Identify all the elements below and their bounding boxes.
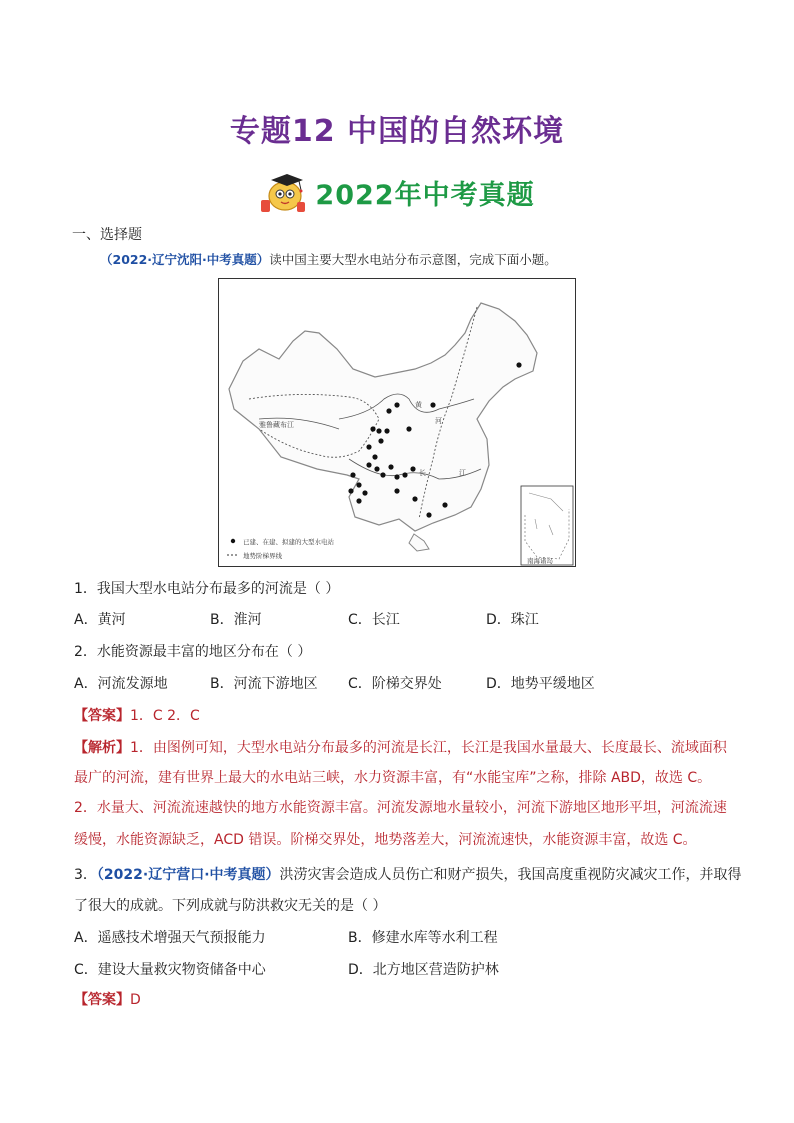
question-1-option-a: A．黄河 (74, 612, 126, 628)
station-dot (516, 362, 521, 367)
question-2-option-c: C．阶梯交界处 (348, 676, 442, 692)
station-dot (442, 502, 447, 507)
analysis-label: 【解析】 (74, 740, 130, 756)
hainan-island (409, 534, 429, 551)
station-dot (376, 428, 381, 433)
question-3-number: 3． (74, 867, 97, 883)
page-title: 专题12 中国的自然环境 (229, 114, 565, 149)
inset-label: 南海诸岛 (527, 557, 553, 565)
subtitle-banner (0, 170, 794, 218)
question-1-stem: 1．我国大型水电站分布最多的河流是（ ） (74, 581, 340, 597)
analysis-line-3: 2．水量大、河流流速越快的地方水能资源丰富。河流发源地水量较小，河流下游地区地形平坦，河流流速 (74, 800, 727, 816)
analysis-text-1: 1．由图例可知，大型水电站分布最多的河流是长江，长江是我国水量最大、长度最长、流域面积 (130, 740, 727, 756)
question-intro (100, 250, 760, 270)
intro-text: 读中国主要大型水电站分布示意图，完成下面小题。 (269, 252, 557, 267)
legend-dot-icon (231, 539, 235, 543)
analysis-line-2: 最广的河流，建有世界上最大的水电站三峡，水力资源丰富，有“水能宝库”之称，排除 ABD，故选 C。 (74, 770, 712, 786)
station-dot (394, 402, 399, 407)
china-map-figure (219, 279, 575, 566)
question-2-option-b: B．河流下游地区 (210, 676, 318, 692)
station-dot (410, 466, 415, 471)
station-dot (350, 472, 355, 477)
answer-label: 【答案】 (74, 708, 130, 724)
question-1-option-b: B．淮河 (210, 612, 262, 628)
station-dot (378, 438, 383, 443)
answer-block-3 (74, 990, 734, 1010)
mascot-icon (259, 170, 307, 214)
station-dot (402, 472, 407, 477)
station-dot (380, 472, 385, 477)
station-dot (370, 426, 375, 431)
question-3-option-a: A．遥感技术增强天气预报能力 (74, 930, 266, 946)
question-3-stem-line-2: 了很大的成就。下列成就与防洪救灾无关的是（ ） (74, 898, 387, 914)
question-3-source: （2022·辽宁营口·中考真题） (96, 867, 280, 883)
analysis-line-4: 缓慢，水能资源缺乏，ACD 错误。阶梯交界处，地势落差大，河流流速快，水能资源丰富，故选 C。 (74, 832, 697, 848)
station-dot (394, 488, 399, 493)
station-dot (388, 464, 393, 469)
intro-source: （2022·辽宁沈阳·中考真题） (100, 252, 270, 267)
river-label-he: 河 (435, 417, 442, 425)
station-dot (366, 462, 371, 467)
station-dot (372, 454, 377, 459)
station-dot (348, 488, 353, 493)
hydropower-map (218, 278, 576, 567)
subtitle: 2022年中考真题 (315, 179, 535, 211)
answer-block-1 (74, 706, 734, 726)
station-dot (356, 482, 361, 487)
station-dot (384, 428, 389, 433)
analysis-line-1 (74, 738, 734, 758)
question-3-stem-line-1 (74, 865, 742, 885)
station-dot (374, 466, 379, 471)
station-dot (386, 408, 391, 413)
station-dot (362, 490, 367, 495)
question-3-stem-text-1: 洪涝灾害会造成人员伤亡和财产损失，我国高度重视防灾减灾工作，并取得 (279, 867, 742, 883)
answer-text: 1．C 2．C (130, 708, 200, 724)
question-2-stem: 2．水能资源最丰富的地区分布在（ ） (74, 644, 312, 660)
question-2-option-d: D．地势平缓地区 (486, 676, 595, 692)
section-heading: 一、选择题 (72, 227, 142, 243)
station-dot (430, 402, 435, 407)
question-1-option-d: D．珠江 (486, 612, 539, 628)
river-label-jiang: 江 (459, 469, 466, 477)
answer-3-label: 【答案】 (74, 992, 130, 1008)
question-3-option-c: C．建设大量救灾物资储备中心 (74, 962, 266, 978)
legend-line-text: 地势阶梯界线 (243, 552, 282, 560)
answer-3-text: D (130, 992, 141, 1008)
river-label-chang: 长 (419, 469, 426, 477)
station-dot (426, 512, 431, 517)
station-dot (366, 444, 371, 449)
legend-dot-text: 已建、在建、拟建的大型水电站 (243, 538, 334, 546)
question-1-option-c: C．长江 (348, 612, 400, 628)
question-3-option-d: D．北方地区营造防护林 (348, 962, 499, 978)
question-3-option-b: B．修建水库等水利工程 (348, 930, 498, 946)
station-dot (406, 426, 411, 431)
river-label-yarlung: 雅鲁藏布江 (259, 421, 294, 429)
station-dot (394, 474, 399, 479)
station-dot (412, 496, 417, 501)
river-label-huang: 黄 (415, 401, 422, 409)
question-2-option-a: A．河流发源地 (74, 676, 168, 692)
station-dot (356, 498, 361, 503)
china-outline (229, 303, 537, 531)
